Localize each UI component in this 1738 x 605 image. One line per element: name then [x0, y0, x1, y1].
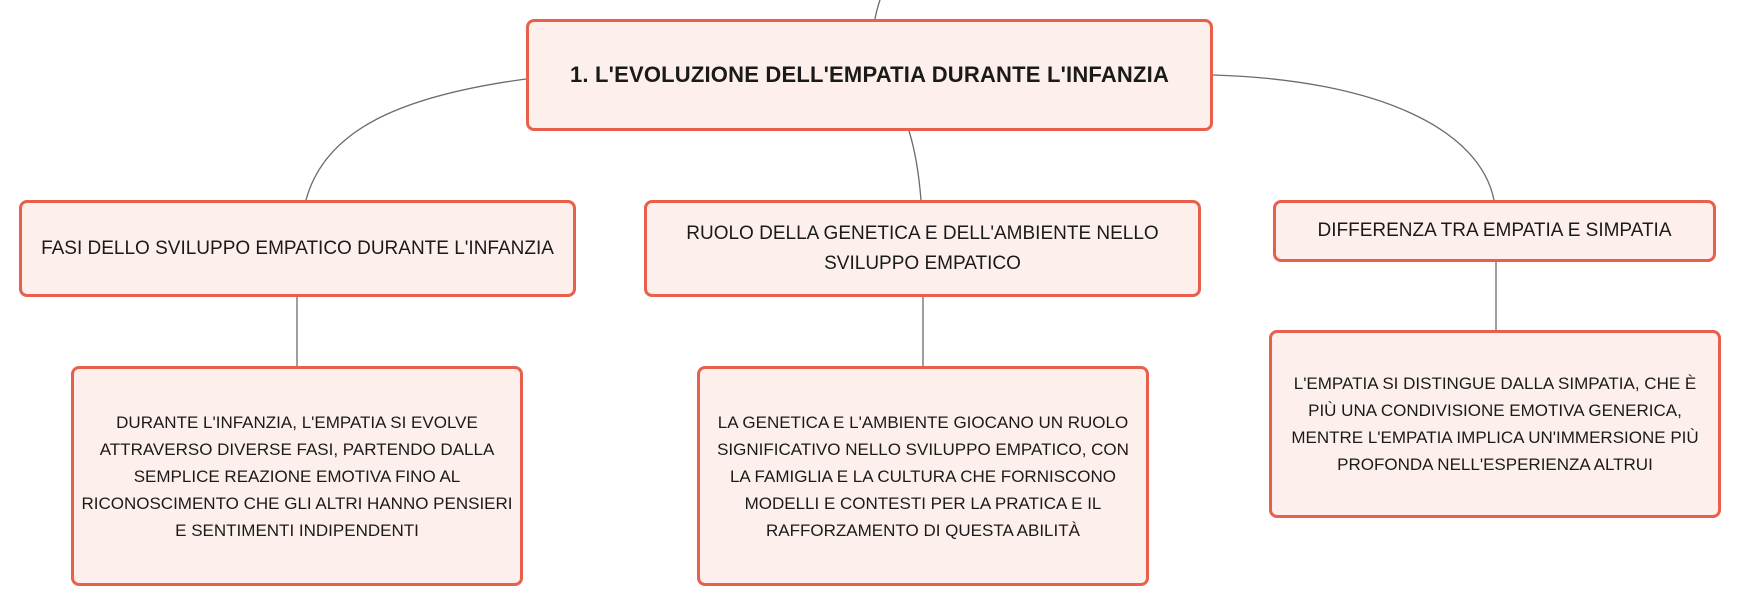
detail-node-phases[interactable] — [71, 366, 523, 586]
branch-node-label: FASI DELLO SVILUPPO EMPATICO DURANTE L'INFANZIA — [41, 237, 554, 259]
detail-node-text: LA GENETICA E L'AMBIENTE GIOCANO UN RUOLO SIGNIFICATIVO NELLO SVILUPPO EMPATICO, CON LA FAMIGLIA E LA CULTURA CHE FORNISCONO MODELLI E CONTESTI PER LA PRATICA E IL RAFFORZAMENTO DI QUESTA ABILITÀ — [717, 412, 1129, 540]
branch-node-phases[interactable] — [19, 200, 576, 297]
root-node[interactable] — [526, 19, 1213, 131]
branch-node-genetics-environment[interactable] — [644, 200, 1201, 297]
detail-node-empathy-vs-sympathy[interactable] — [1269, 330, 1721, 518]
root-node-label: 1. L'EVOLUZIONE DELL'EMPATIA DURANTE L'INFANZIA — [569, 62, 1170, 87]
branch-node-empathy-vs-sympathy[interactable] — [1273, 200, 1716, 262]
detail-node-genetics-environment[interactable] — [697, 366, 1149, 586]
branch-node-label: RUOLO DELLA GENETICA E DELL'AMBIENTE NELLO SVILUPPO EMPATICO — [686, 222, 1159, 274]
connector-root-branch-2 — [909, 131, 921, 200]
connector-root-branch-1 — [306, 79, 526, 200]
branch-node-label: DIFFERENZA TRA EMPATIA E SIMPATIA — [1317, 220, 1672, 241]
connector-incoming — [875, 0, 880, 19]
detail-node-text: DURANTE L'INFANZIA, L'EMPATIA SI EVOLVE ATTRAVERSO DIVERSE FASI, PARTENDO DALLA SEMPLICE REAZIONE EMOTIVA FINO AL RICONOSCIMENTO CHE GLI ALTRI HANNO PENSIERI E SENTIMENTI INDIPENDENTI — [81, 412, 513, 540]
connector-root-branch-3 — [1213, 75, 1494, 200]
detail-node-text: L'EMPATIA SI DISTINGUE DALLA SIMPATIA, CHE È PIÙ UNA CONDIVISIONE EMOTIVA GENERICA, MENTRE L'EMPATIA IMPLICA UN'IMMERSIONE PIÙ PROFONDA NELL'ESPERIENZA ALTRUI — [1291, 374, 1699, 474]
